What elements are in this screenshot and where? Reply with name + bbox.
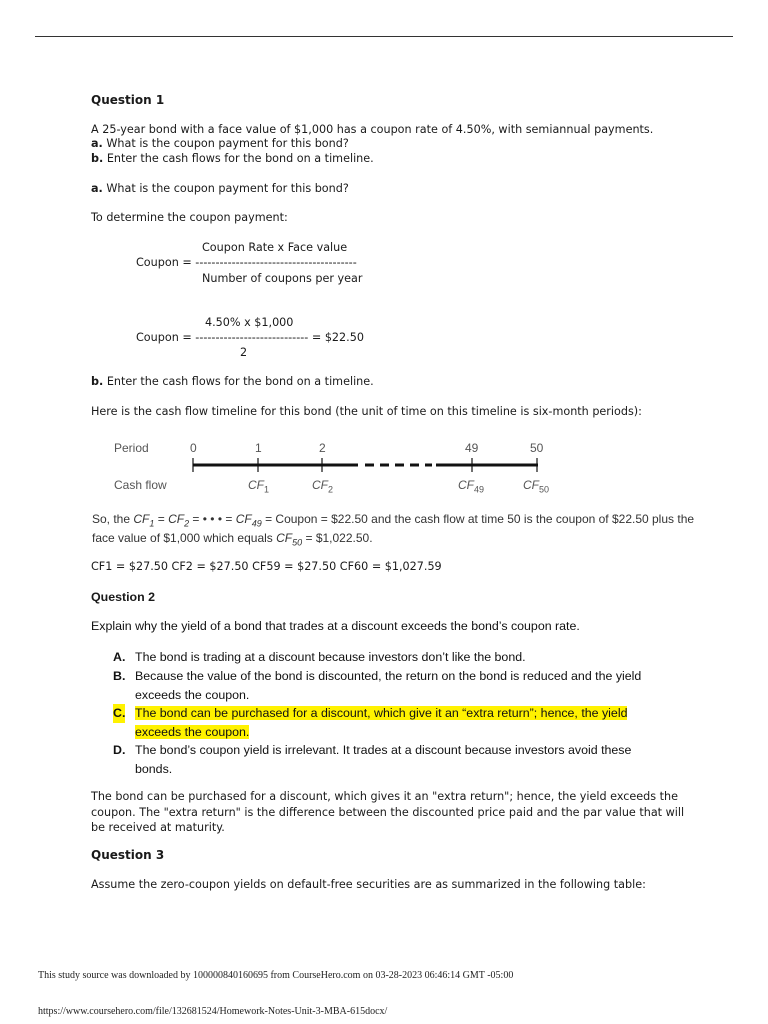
question-3-prompt: Assume the zero-coupon yields on default-free securities are as summarized in the following table: <box>91 878 646 891</box>
question-2-explanation: The bond can be purchased for a discount, which gives it an "extra return"; hence, the yield exceeds the coupon. The "extra return" is the difference between the discounted price paid and the par value that will be received at maturity. <box>91 790 685 834</box>
cashflow-explanation-line-1: So, the $CF_1 = CF_2$ = • • • = $CF_{49}$ = Coupon = $22.50 and the cash flow at time 50 is the coupon of $22.50 plus the <box>92 512 695 529</box>
option-b: B. Because the value of the bond is discounted, the return on the bond is reduced and the yield exceeds the coupon. <box>113 669 642 702</box>
formula2-row <box>136 331 364 344</box>
question-3-heading: Question 3 <box>91 848 165 862</box>
formula1-fraction-line: ---------------------------------------- <box>195 256 357 269</box>
formula2-fraction-line: ---------------------------- <box>195 331 309 344</box>
part-a-label: a. <box>91 137 103 150</box>
timeline-intro: Here is the cash flow timeline for this bond (the unit of time on this timeline is six-month periods): <box>91 405 642 418</box>
question-2-prompt: Explain why the yield of a bond that trades at a discount exceeds the bond’s coupon rate. <box>91 619 580 633</box>
formula2-result: = $22.50 <box>308 331 364 344</box>
tick-label-50: 50 <box>530 441 544 455</box>
formula1-row <box>136 256 357 269</box>
question-1-heading: Question 1 <box>91 93 165 107</box>
top-rule <box>35 36 733 37</box>
tick-label-0: 0 <box>190 441 197 455</box>
question-2-heading: Question 2 <box>91 590 156 604</box>
answer-b-text: Enter the cash flows for the bond on a timeline. <box>103 375 374 388</box>
cashflow-summary: CF1 = $27.50 CF2 = $27.50 CF59 = $27.50 CF60 = $1,027.59 <box>91 560 442 573</box>
cf-label-50: $CF_{50}$ <box>523 478 550 495</box>
part-a-text: What is the coupon payment for this bond? <box>102 137 349 150</box>
part-b-question <box>91 152 374 165</box>
timeline-cashflow-label: Cash flow <box>114 478 167 492</box>
cashflow-explanation-line-2: face value of $1,000 which equals $CF_{50}$ = $1,022.50. <box>92 531 373 548</box>
cf-label-49: $CF_{49}$ <box>458 478 485 495</box>
formula1-numerator: Coupon Rate x Face value <box>202 241 348 254</box>
tick-label-2: 2 <box>319 441 326 455</box>
cf-label-1: $CF_1$ <box>248 478 270 495</box>
option-a: A. The bond is trading at a discount because investors don’t like the bond. <box>113 650 526 664</box>
download-note: This study source was downloaded by 100000840160695 from CourseHero.com on 03-28-2023 06:46:14 GMT -05:00 <box>38 970 514 981</box>
formula1-denominator: Number of coupons per year <box>202 272 363 285</box>
answer-a-text: What is the coupon payment for this bond? <box>102 182 349 195</box>
determine-text: To determine the coupon payment: <box>91 211 288 224</box>
formula1-lhs: Coupon = <box>136 256 196 269</box>
tick-label-49: 49 <box>465 441 479 455</box>
part-b-label: b. <box>91 152 104 165</box>
option-d: D. The bond’s coupon yield is irrelevant. It trades at a discount because investors avoid these bonds. <box>113 743 632 776</box>
timeline-period-label: Period <box>114 441 149 455</box>
problem-statement: A 25-year bond with a face value of $1,000 has a coupon rate of 4.50%, with semiannual payments. <box>91 123 654 136</box>
cf-label-2: $CF_2$ <box>312 478 334 495</box>
option-c-highlighted: C. The bond can be purchased for a discount, which give it an “extra return”; hence, the yield exceeds the coupon. <box>113 706 628 739</box>
formula2-numerator: 4.50% x $1,000 <box>205 316 294 329</box>
part-a-question <box>91 137 349 150</box>
answer-b-label: b. <box>91 375 104 388</box>
tick-label-1: 1 <box>255 441 262 455</box>
timeline-axis <box>180 455 560 475</box>
source-url-link[interactable]: https://www.coursehero.com/file/132681524/Homework-Notes-Unit-3-MBA-615docx/ <box>38 1006 388 1017</box>
formula2-denominator: 2 <box>240 346 248 359</box>
formula2-lhs: Coupon = <box>136 331 196 344</box>
part-b-text: Enter the cash flows for the bond on a timeline. <box>103 152 374 165</box>
answer-b-heading <box>91 375 374 388</box>
answer-a-label: a. <box>91 182 103 195</box>
answer-a-heading <box>91 182 349 195</box>
